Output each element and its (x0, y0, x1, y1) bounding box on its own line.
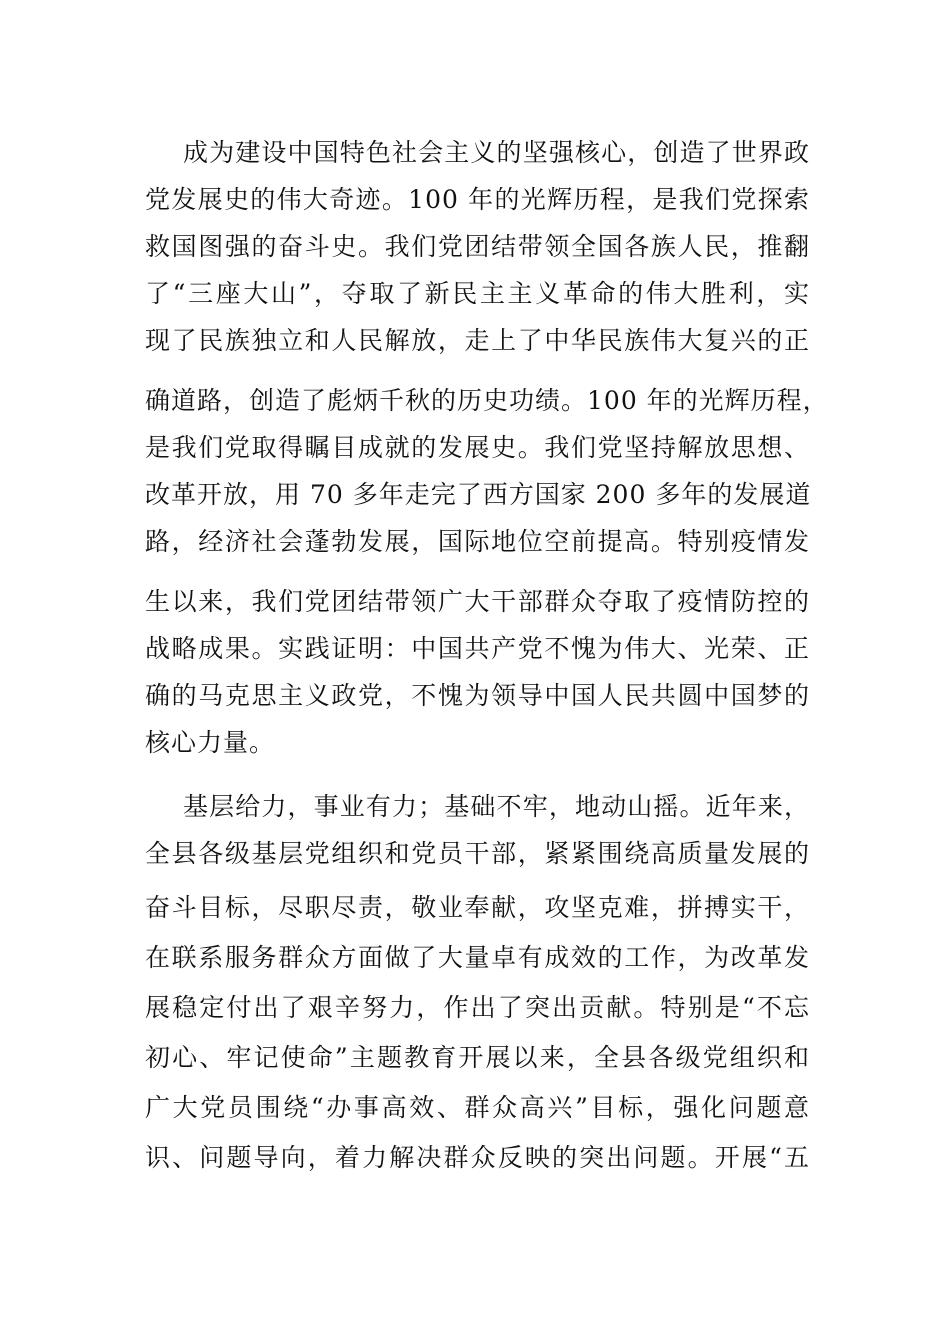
text-line: 了“三座大山”，夺取了新民主主义革命的伟大胜利，实 (145, 279, 810, 308)
text-line: 核心力量。 (145, 728, 276, 757)
text-line: 初心、牢记使命”主题教育开展以来，全县各级党组织和 (145, 1043, 810, 1072)
text-line: 识、问题导向，着力解决群众反映的突出问题。开展“五 (145, 1143, 810, 1172)
text-line: 基层给力，事业有力；基础不牢，地动山摇。近年来， (183, 792, 810, 821)
text-line: 展稳定付出了艰辛努力，作出了突出贡献。特别是“不忘 (145, 993, 810, 1022)
text-line: 党发展史的伟大奇迹。100 年的光辉历程，是我们党探索 (145, 185, 810, 214)
text-line: 战略成果。实践证明：中国共产党不愧为伟大、光荣、正 (145, 634, 810, 663)
text-line: 路，经济社会蓬勃发展，国际地位空前提高。特别疫情发 (145, 527, 810, 556)
text-line: 广大党员围绕“办事高效、群众高兴”目标，强化问题意 (145, 1093, 810, 1122)
text-line: 在联系服务群众方面做了大量卓有成效的工作，为改革发 (145, 943, 810, 972)
text-line: 确道路，创造了彪炳千秋的历史功绩。100 年的光辉历程， (145, 386, 829, 415)
text-line: 是我们党取得瞩目成就的发展史。我们党坚持解放思想、 (145, 433, 810, 462)
text-line: 改革开放，用 70 多年走完了西方国家 200 多年的发展道 (145, 480, 812, 509)
text-line: 救国图强的奋斗史。我们党团结带领全国各族人民，推翻 (145, 232, 810, 261)
text-line: 生以来，我们党团结带领广大干部群众夺取了疫情防控的 (145, 587, 810, 616)
text-line: 奋斗目标，尽职尽责，敬业奉献，攻坚克难，拼搏实干， (145, 893, 810, 922)
text-line: 确的马克思主义政党，不愧为领导中国人民共圆中国梦的 (145, 681, 810, 710)
text-line: 现了民族独立和人民解放，走上了中华民族伟大复兴的正 (145, 326, 810, 355)
text-line: 成为建设中国特色社会主义的坚强核心，创造了世界政 (183, 138, 810, 167)
text-line: 全县各级基层党组织和党员干部，紧紧围绕高质量发展的 (145, 839, 810, 868)
